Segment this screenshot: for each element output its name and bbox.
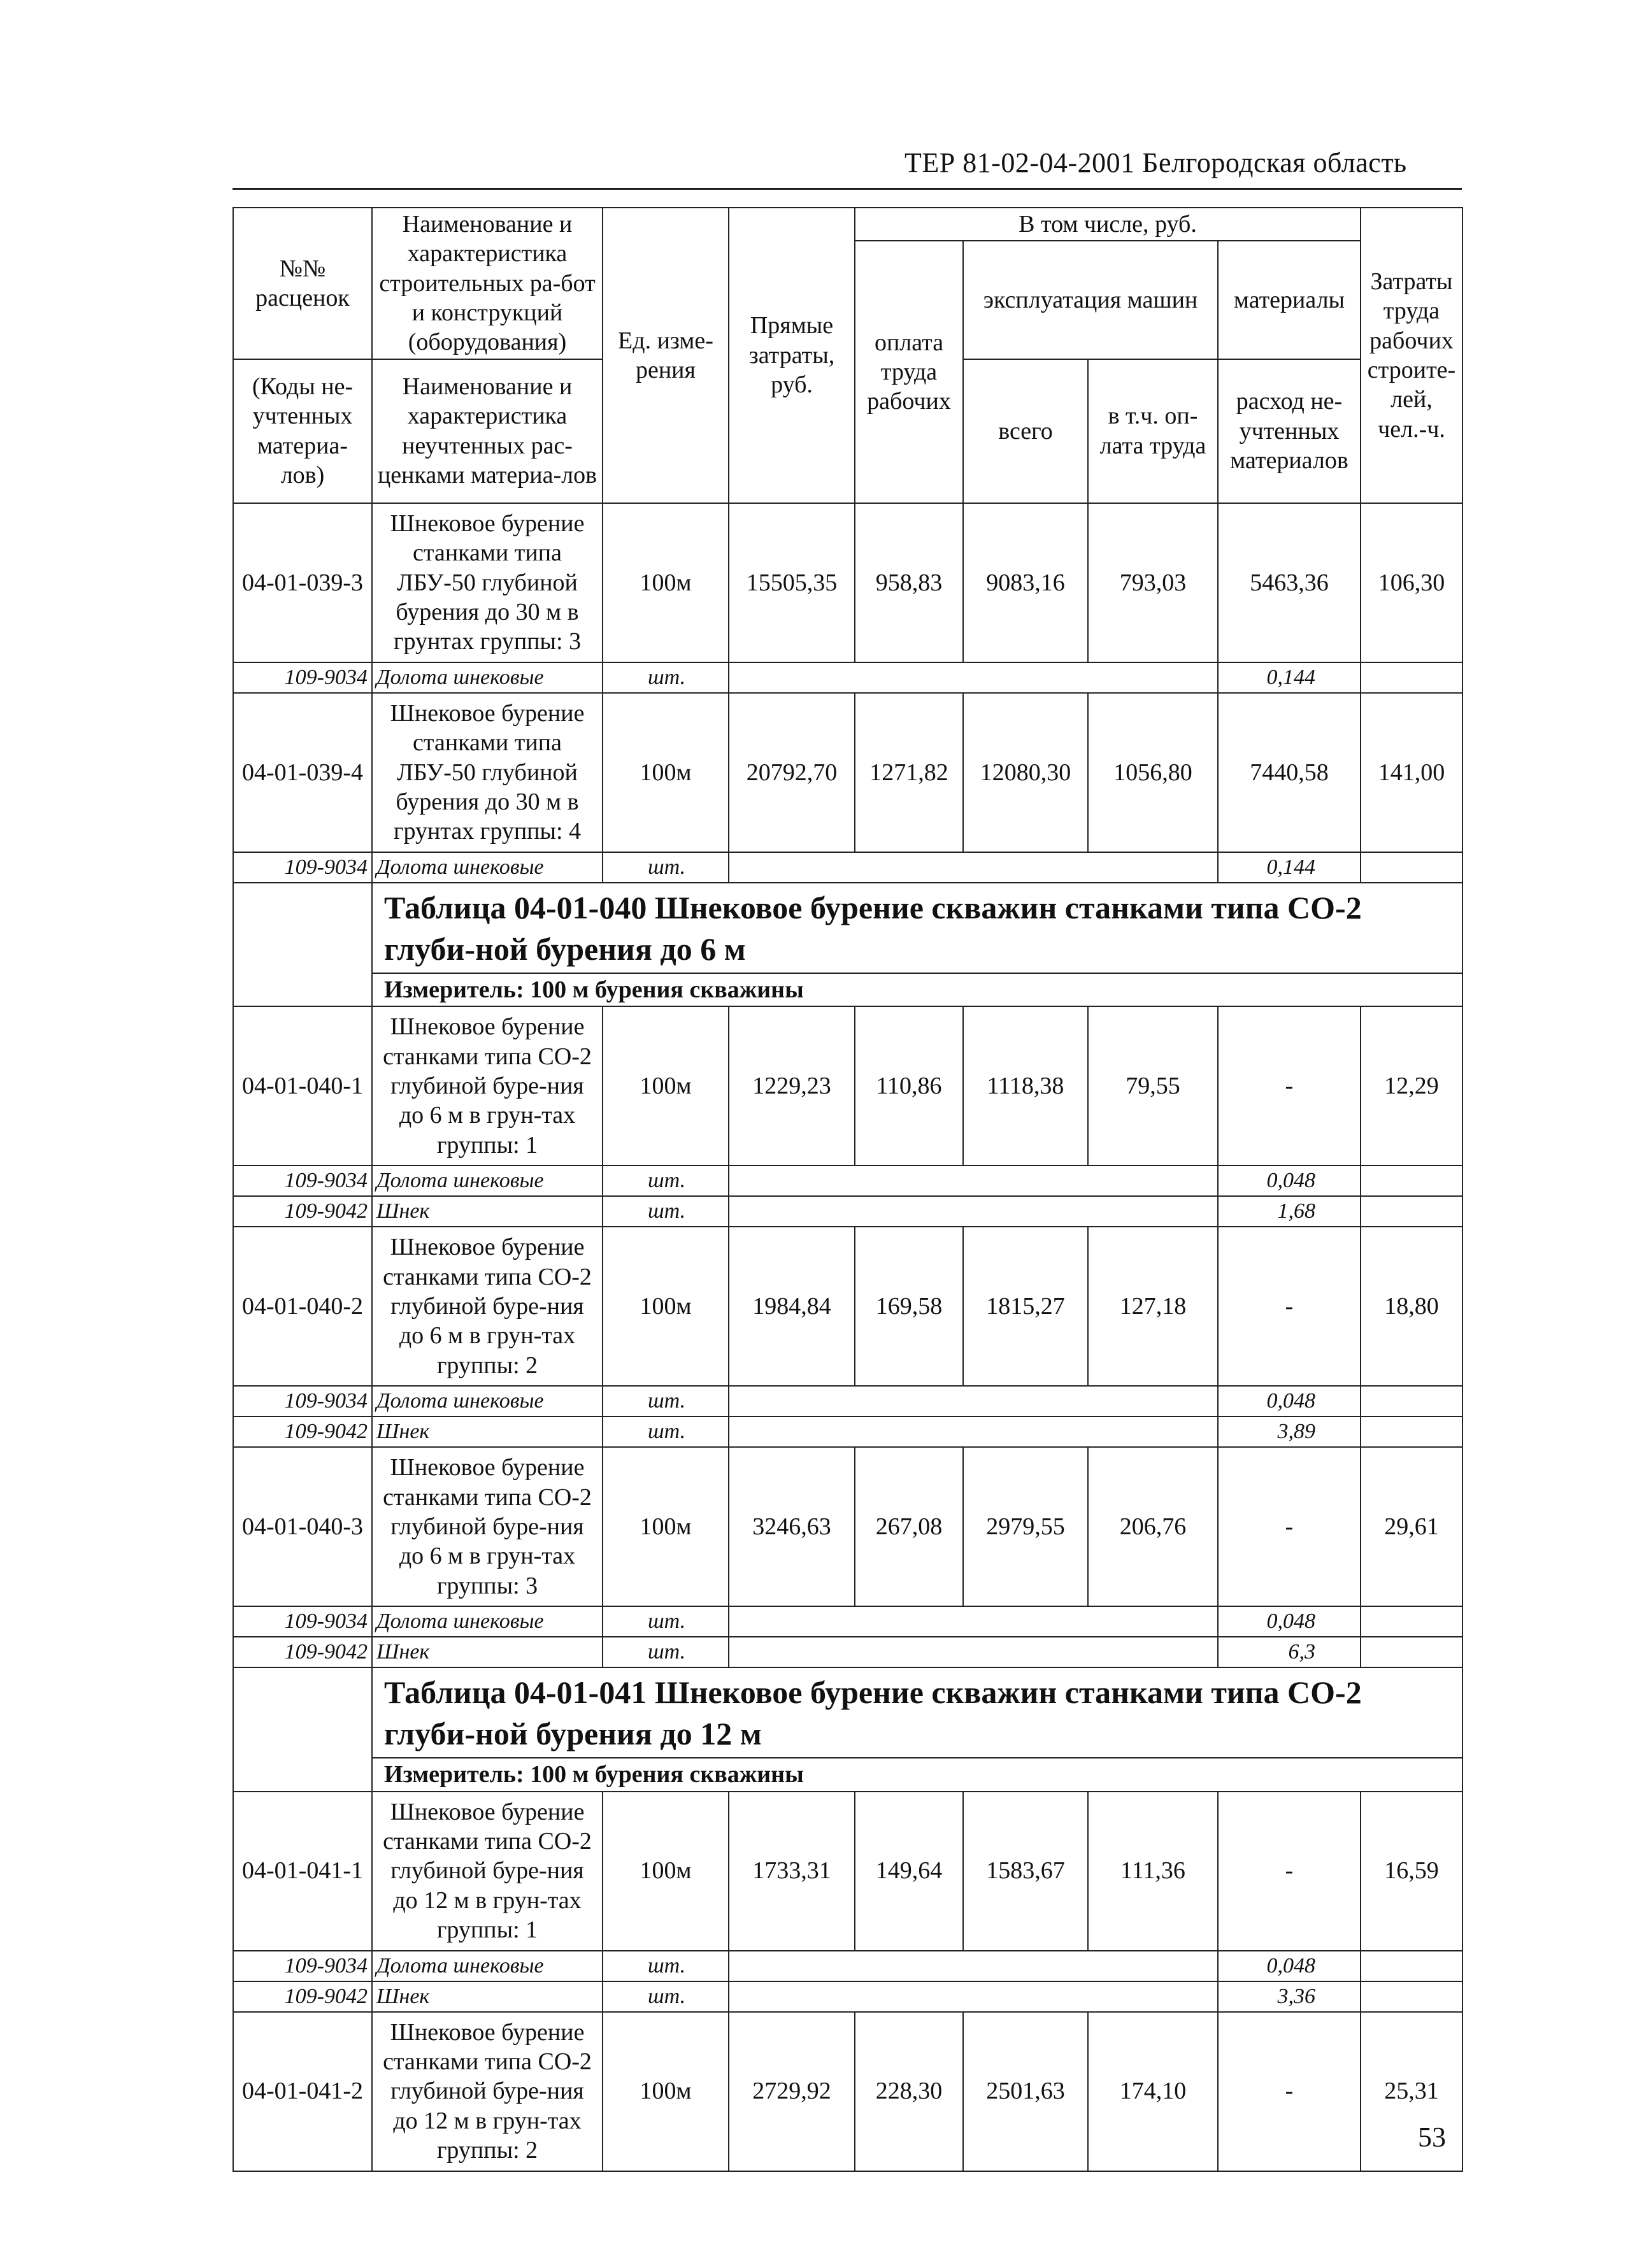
- material-spacer: [1361, 1606, 1462, 1637]
- rate-unit: 100м: [603, 1792, 729, 1951]
- section-meter: Измеритель: 100 м бурения скважины: [372, 1758, 1462, 1791]
- rates-table: [232, 207, 1463, 2172]
- rate-machines-wage: 111,36: [1088, 1792, 1218, 1951]
- rate-labor: 25,31: [1361, 2012, 1462, 2171]
- table-row: [233, 693, 1462, 852]
- material-name: Долота шнековые: [372, 1606, 603, 1637]
- material-spacer: [1361, 852, 1462, 883]
- material-code: 109-9034: [233, 852, 372, 883]
- rate-machines: 1583,67: [963, 1792, 1088, 1951]
- material-code: 109-9042: [233, 1981, 372, 2012]
- rate-wages: 110,86: [855, 1006, 963, 1166]
- rate-labor: 12,29: [1361, 1006, 1462, 1166]
- material-quantity: 0,048: [1218, 1386, 1361, 1416]
- rate-unit: 100м: [603, 1447, 729, 1606]
- rate-machines: 9083,16: [963, 503, 1088, 662]
- material-spacer: [729, 1951, 1218, 1981]
- material-unit: шт.: [603, 1166, 729, 1196]
- header-material-codes: (Коды не-учтенных материа-лов): [233, 359, 372, 503]
- rate-labor: 29,61: [1361, 1447, 1462, 1606]
- rate-machines-wage: 1056,80: [1088, 693, 1218, 852]
- header-materials: материалы: [1218, 241, 1361, 359]
- rate-direct-costs: 3246,63: [729, 1447, 855, 1606]
- rate-code: 04-01-040-3: [233, 1447, 372, 1606]
- material-quantity: 3,89: [1218, 1416, 1361, 1447]
- rate-unit: 100м: [603, 503, 729, 662]
- header-material-names: Наименование и характеристика неучтенных рас-ценками материа-лов: [372, 359, 603, 503]
- material-row: [233, 1416, 1462, 1447]
- material-code: 109-9034: [233, 1606, 372, 1637]
- material-row: [233, 852, 1462, 883]
- rate-machines-wage: 79,55: [1088, 1006, 1218, 1166]
- material-name: Долота шнековые: [372, 1951, 603, 1981]
- rate-machines: 2979,55: [963, 1447, 1088, 1606]
- rate-machines: 1815,27: [963, 1227, 1088, 1386]
- rate-machines-wage: 793,03: [1088, 503, 1218, 662]
- material-unit: шт.: [603, 1981, 729, 2012]
- material-unit: шт.: [603, 1386, 729, 1416]
- material-quantity: 0,144: [1218, 852, 1361, 883]
- material-code: 109-9034: [233, 1166, 372, 1196]
- rate-direct-costs: 1984,84: [729, 1227, 855, 1386]
- section-blank: [233, 883, 372, 1006]
- rate-code: 04-01-040-1: [233, 1006, 372, 1166]
- material-code: 109-9034: [233, 1386, 372, 1416]
- material-unit: шт.: [603, 1637, 729, 1667]
- material-spacer: [1361, 662, 1462, 693]
- header-labor: Затраты труда рабочих строите-лей, чел.-ч.: [1361, 208, 1462, 503]
- material-row: [233, 1951, 1462, 1981]
- rate-machines: 1118,38: [963, 1006, 1088, 1166]
- rate-wages: 958,83: [855, 503, 963, 662]
- rate-labor: 18,80: [1361, 1227, 1462, 1386]
- rate-materials: -: [1218, 1227, 1361, 1386]
- rate-machines: 2501,63: [963, 2012, 1088, 2171]
- material-name: Долота шнековые: [372, 852, 603, 883]
- material-quantity: 0,048: [1218, 1951, 1361, 1981]
- material-unit: шт.: [603, 1416, 729, 1447]
- material-spacer: [1361, 1166, 1462, 1196]
- rate-name: Шнековое бурение станками типа ЛБУ-50 глубиной бурения до 30 м в грунтах группы: 3: [372, 503, 603, 662]
- rate-wages: 169,58: [855, 1227, 963, 1386]
- table-section-meter-row: [233, 973, 1462, 1006]
- material-name: Шнек: [372, 1416, 603, 1447]
- rate-unit: 100м: [603, 1006, 729, 1166]
- header-including: В том числе, руб.: [855, 208, 1361, 241]
- rate-direct-costs: 15505,35: [729, 503, 855, 662]
- table-section-meter-row: [233, 1758, 1462, 1791]
- material-quantity: 6,3: [1218, 1637, 1361, 1667]
- material-unit: шт.: [603, 1606, 729, 1637]
- section-blank: [233, 1667, 372, 1791]
- material-quantity: 3,36: [1218, 1981, 1361, 2012]
- rate-labor: 16,59: [1361, 1792, 1462, 1951]
- table-row: [233, 1006, 1462, 1166]
- material-quantity: 1,68: [1218, 1196, 1361, 1227]
- page-number: 53: [1418, 2122, 1446, 2153]
- rate-machines-wage: 206,76: [1088, 1447, 1218, 1606]
- table-row: [233, 2012, 1462, 2171]
- header-direct-costs: Прямые затраты, руб.: [729, 208, 855, 503]
- table-row: [233, 1792, 1462, 1951]
- rate-name: Шнековое бурение станками типа СО-2 глубиной буре-ния до 6 м в грун-тах группы: 3: [372, 1447, 603, 1606]
- section-title: Таблица 04-01-041 Шнековое бурение скважин станками типа СО-2 глуби-ной бурения до 12 м: [372, 1667, 1462, 1758]
- material-spacer: [729, 662, 1218, 693]
- section-title: Таблица 04-01-040 Шнековое бурение скважин станками типа СО-2 глуби-ной бурения до 6 м: [372, 883, 1462, 973]
- table-header-row: [233, 208, 1462, 241]
- material-name: Шнек: [372, 1196, 603, 1227]
- header-machines-wage: в т.ч. оп-лата труда: [1088, 359, 1218, 503]
- material-unit: шт.: [603, 662, 729, 693]
- header-unit: Ед. изме-рения: [603, 208, 729, 503]
- material-spacer: [729, 1166, 1218, 1196]
- section-meter: Измеритель: 100 м бурения скважины: [372, 973, 1462, 1006]
- rate-wages: 149,64: [855, 1792, 963, 1951]
- material-unit: шт.: [603, 1196, 729, 1227]
- rate-name: Шнековое бурение станками типа СО-2 глубиной буре-ния до 6 м в грун-тах группы: 2: [372, 1227, 603, 1386]
- material-spacer: [729, 852, 1218, 883]
- material-row: [233, 1637, 1462, 1667]
- material-spacer: [1361, 1416, 1462, 1447]
- table-section-title-row: [233, 1667, 1462, 1758]
- rate-direct-costs: 1733,31: [729, 1792, 855, 1951]
- rate-materials: 7440,58: [1218, 693, 1361, 852]
- header-work-name: Наименование и характеристика строительных ра-бот и конструкций (оборудования): [372, 208, 603, 359]
- material-spacer: [1361, 1637, 1462, 1667]
- material-row: [233, 1386, 1462, 1416]
- material-name: Долота шнековые: [372, 662, 603, 693]
- header-wages: оплата труда рабочих: [855, 241, 963, 503]
- rate-materials: 5463,36: [1218, 503, 1361, 662]
- material-code: 109-9042: [233, 1416, 372, 1447]
- rate-code: 04-01-041-1: [233, 1792, 372, 1951]
- rates-table-body: [233, 208, 1462, 2171]
- rate-code: 04-01-039-4: [233, 693, 372, 852]
- material-row: [233, 1196, 1462, 1227]
- material-spacer: [729, 1416, 1218, 1447]
- material-name: Шнек: [372, 1981, 603, 2012]
- material-spacer: [1361, 1981, 1462, 2012]
- table-section-title-row: [233, 883, 1462, 973]
- rate-wages: 228,30: [855, 2012, 963, 2171]
- material-spacer: [729, 1606, 1218, 1637]
- material-code: 109-9042: [233, 1637, 372, 1667]
- rate-direct-costs: 2729,92: [729, 2012, 855, 2171]
- rate-wages: 267,08: [855, 1447, 963, 1606]
- rate-name: Шнековое бурение станками типа СО-2 глубиной буре-ния до 6 м в грун-тах группы: 1: [372, 1006, 603, 1166]
- material-quantity: 0,048: [1218, 1166, 1361, 1196]
- material-unit: шт.: [603, 852, 729, 883]
- rate-code: 04-01-039-3: [233, 503, 372, 662]
- rate-code: 04-01-040-2: [233, 1227, 372, 1386]
- rate-code: 04-01-041-2: [233, 2012, 372, 2171]
- material-row: [233, 1606, 1462, 1637]
- rate-materials: -: [1218, 1792, 1361, 1951]
- rate-unit: 100м: [603, 693, 729, 852]
- rate-machines: 12080,30: [963, 693, 1088, 852]
- material-spacer: [729, 1981, 1218, 2012]
- rate-machines-wage: 174,10: [1088, 2012, 1218, 2171]
- rate-unit: 100м: [603, 1227, 729, 1386]
- material-unit: шт.: [603, 1951, 729, 1981]
- material-name: Долота шнековые: [372, 1386, 603, 1416]
- rate-direct-costs: 20792,70: [729, 693, 855, 852]
- table-row: [233, 503, 1462, 662]
- material-name: Долота шнековые: [372, 1166, 603, 1196]
- rate-labor: 141,00: [1361, 693, 1462, 852]
- rate-name: Шнековое бурение станками типа ЛБУ-50 глубиной бурения до 30 м в грунтах группы: 4: [372, 693, 603, 852]
- material-spacer: [1361, 1196, 1462, 1227]
- material-spacer: [729, 1386, 1218, 1416]
- material-row: [233, 1981, 1462, 2012]
- header-unaccounted-materials: расход не-учтенных материалов: [1218, 359, 1361, 503]
- header-rule: [232, 188, 1462, 190]
- header-rate-number: №№ расценок: [233, 208, 372, 359]
- material-code: 109-9042: [233, 1196, 372, 1227]
- material-spacer: [1361, 1386, 1462, 1416]
- material-code: 109-9034: [233, 1951, 372, 1981]
- page-header-title: ТЕР 81-02-04-2001 Белгородская область: [904, 147, 1407, 178]
- rate-materials: -: [1218, 1006, 1361, 1166]
- table-row: [233, 1447, 1462, 1606]
- material-spacer: [729, 1637, 1218, 1667]
- material-row: [233, 1166, 1462, 1196]
- material-spacer: [1361, 1951, 1462, 1981]
- rate-unit: 100м: [603, 2012, 729, 2171]
- material-spacer: [729, 1196, 1218, 1227]
- rate-direct-costs: 1229,23: [729, 1006, 855, 1166]
- material-code: 109-9034: [233, 662, 372, 693]
- rate-machines-wage: 127,18: [1088, 1227, 1218, 1386]
- rate-labor: 106,30: [1361, 503, 1462, 662]
- header-machines: эксплуатация машин: [963, 241, 1218, 359]
- rate-name: Шнековое бурение станками типа СО-2 глубиной буре-ния до 12 м в грун-тах группы: 1: [372, 1792, 603, 1951]
- rate-wages: 1271,82: [855, 693, 963, 852]
- material-quantity: 0,048: [1218, 1606, 1361, 1637]
- rate-materials: -: [1218, 2012, 1361, 2171]
- material-quantity: 0,144: [1218, 662, 1361, 693]
- header-machines-total: всего: [963, 359, 1088, 503]
- material-name: Шнек: [372, 1637, 603, 1667]
- rate-materials: -: [1218, 1447, 1361, 1606]
- material-row: [233, 662, 1462, 693]
- table-row: [233, 1227, 1462, 1386]
- rate-name: Шнековое бурение станками типа СО-2 глубиной буре-ния до 12 м в грун-тах группы: 2: [372, 2012, 603, 2171]
